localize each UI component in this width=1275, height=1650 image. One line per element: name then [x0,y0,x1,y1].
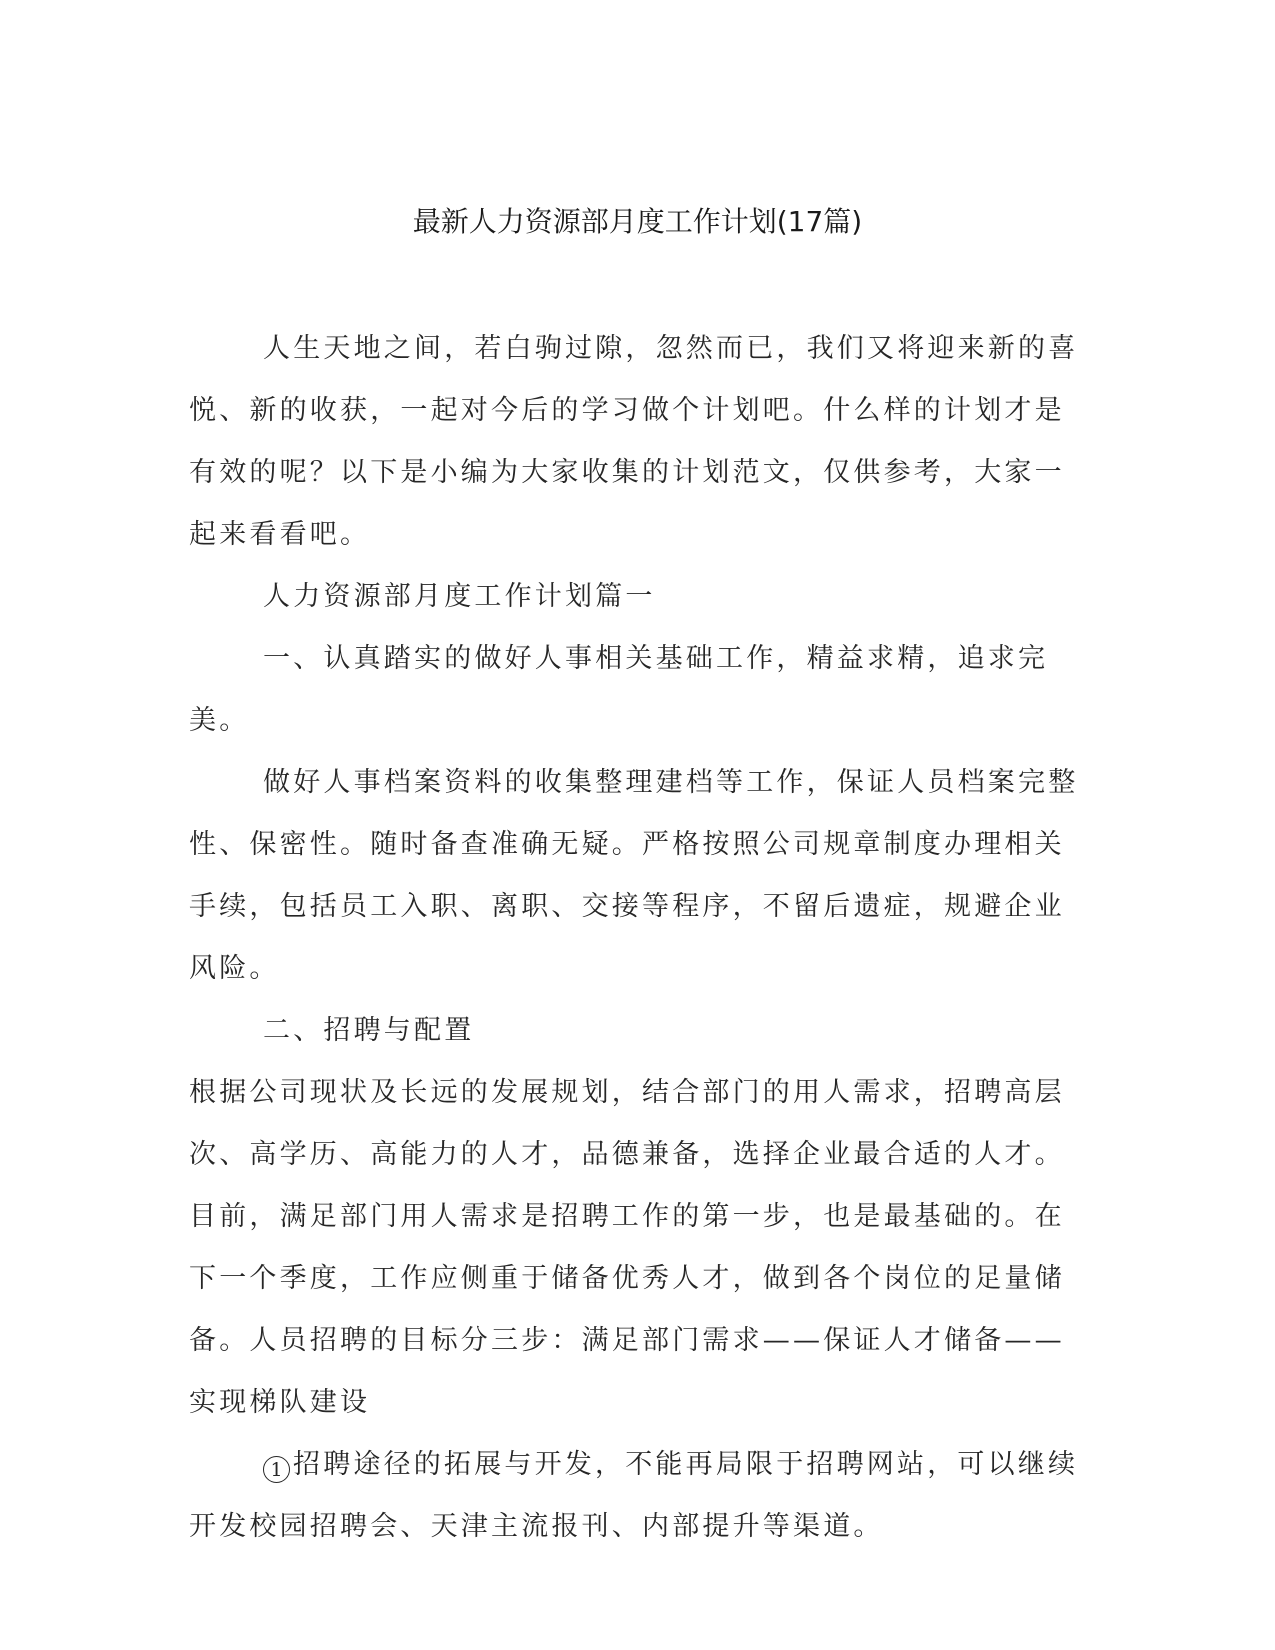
document-body [189,318,1079,1558]
list-item [189,1434,1079,1558]
section-heading-plan-one: 人力资源部月度工作计划篇一 [263,581,656,612]
section-heading-recruitment: 二、招聘与配置 [263,1015,475,1046]
section-heading-basic-work: 一、认真踏实的做好人事相关基础工作，精益求精，追求完美。 [189,643,1049,736]
intro-paragraph: 人生天地之间，若白驹过隙，忽然而已，我们又将迎来新的喜悦、新的收获，一起对今后的学习做个计划吧。什么样的计划才是有效的呢？以下是小编为大家收集的计划范文，仅供参考，大家一起来看看吧。 [189,333,1079,550]
list-item-text: 招聘途径的拓展与开发，不能再局限于招聘网站，可以继续开发校园招聘会、天津主流报刊、内部提升等渠道。 [189,1449,1079,1542]
recruitment-paragraph: 根据公司现状及长远的发展规划，结合部门的用人需求，招聘高层次、高学历、高能力的人才，品德兼备，选择企业最合适的人才。目前，满足部门用人需求是招聘工作的第一步，也是最基础的。在下一个季度，工作应侧重于储备优秀人才，做到各个岗位的足量储备。人员招聘的目标分三步：满足部门需求——保证人才储备——实现梯队建设 [189,1077,1065,1418]
document-title: 最新人力资源部月度工作计划(17篇) [412,205,863,238]
personnel-archives-paragraph: 做好人事档案资料的收集整理建档等工作，保证人员档案完整性、保密性。随时备查准确无疑。严格按照公司规章制度办理相关手续，包括员工入职、离职、交接等程序，不留后遗症，规避企业风险。 [189,767,1079,984]
circled-number-marker: 1 [263,1456,290,1483]
